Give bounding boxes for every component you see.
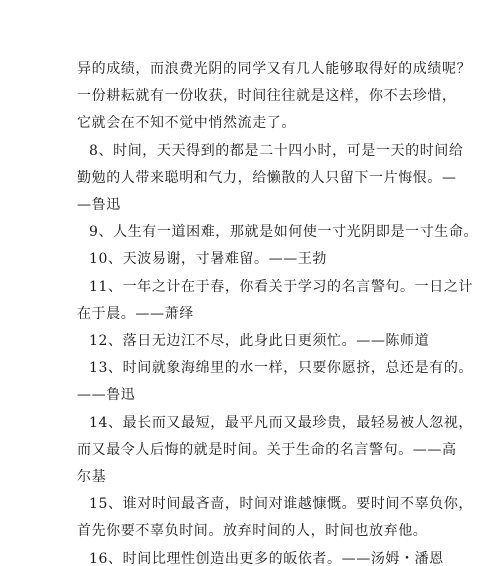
text-line: 异的成绩，而浪费光阴的同学又有几人能够取得好的成绩呢？ — [77, 61, 472, 77]
text-line: 11、一年之计在于春，你看关于学习的名言警句。一日之计 — [89, 279, 474, 295]
text-line: —鲁迅 — [77, 197, 121, 213]
text-line: 12、落日无边江不尽，此身此日更须忙。——陈师道 — [89, 333, 430, 349]
text-line: 在于晨。——萧绎 — [77, 306, 194, 322]
text-line: 15、谁对时间最吝啬，时间对谁越慷慨。要时间不辜负你， — [89, 496, 474, 512]
text-line: 13、时间就象海绵里的水一样，只要你愿挤，总还是有的。 — [89, 360, 474, 376]
text-line: 勤勉的人带来聪明和气力，给懒散的人只留下一片悔恨。— — [77, 170, 457, 186]
text-line: 8、时间，天天得到的都是二十四小时，可是一天的时间给 — [89, 143, 464, 159]
text-line: 一份耕耘就有一份收获，时间往往就是这样，你不去珍惜， — [77, 88, 457, 104]
text-line: 10、天波易谢，寸暑难留。——王勃 — [89, 251, 328, 267]
text-line: 尔基 — [77, 469, 107, 485]
text-line: 而又最令人后悔的就是时间。关于生命的名言警句。——高 — [77, 442, 457, 458]
text-line: 16、时间比理性创造出更多的皈依者。——汤姆・潘恩 — [89, 551, 444, 566]
text-line: 它就会在不知不觉中悄然流走了。 — [77, 115, 296, 131]
text-line: 9、人生有一道困难，那就是如何使一寸光阴即是一寸生命。 — [89, 224, 479, 240]
text-line: ——鲁迅 — [77, 387, 136, 403]
text-line: 14、最长而又最短，最平凡而又最珍贵，最轻易被人忽视， — [89, 415, 474, 431]
text-line: 首先你要不辜负时间。放弃时间的人，时间也放弃他。 — [77, 523, 428, 539]
